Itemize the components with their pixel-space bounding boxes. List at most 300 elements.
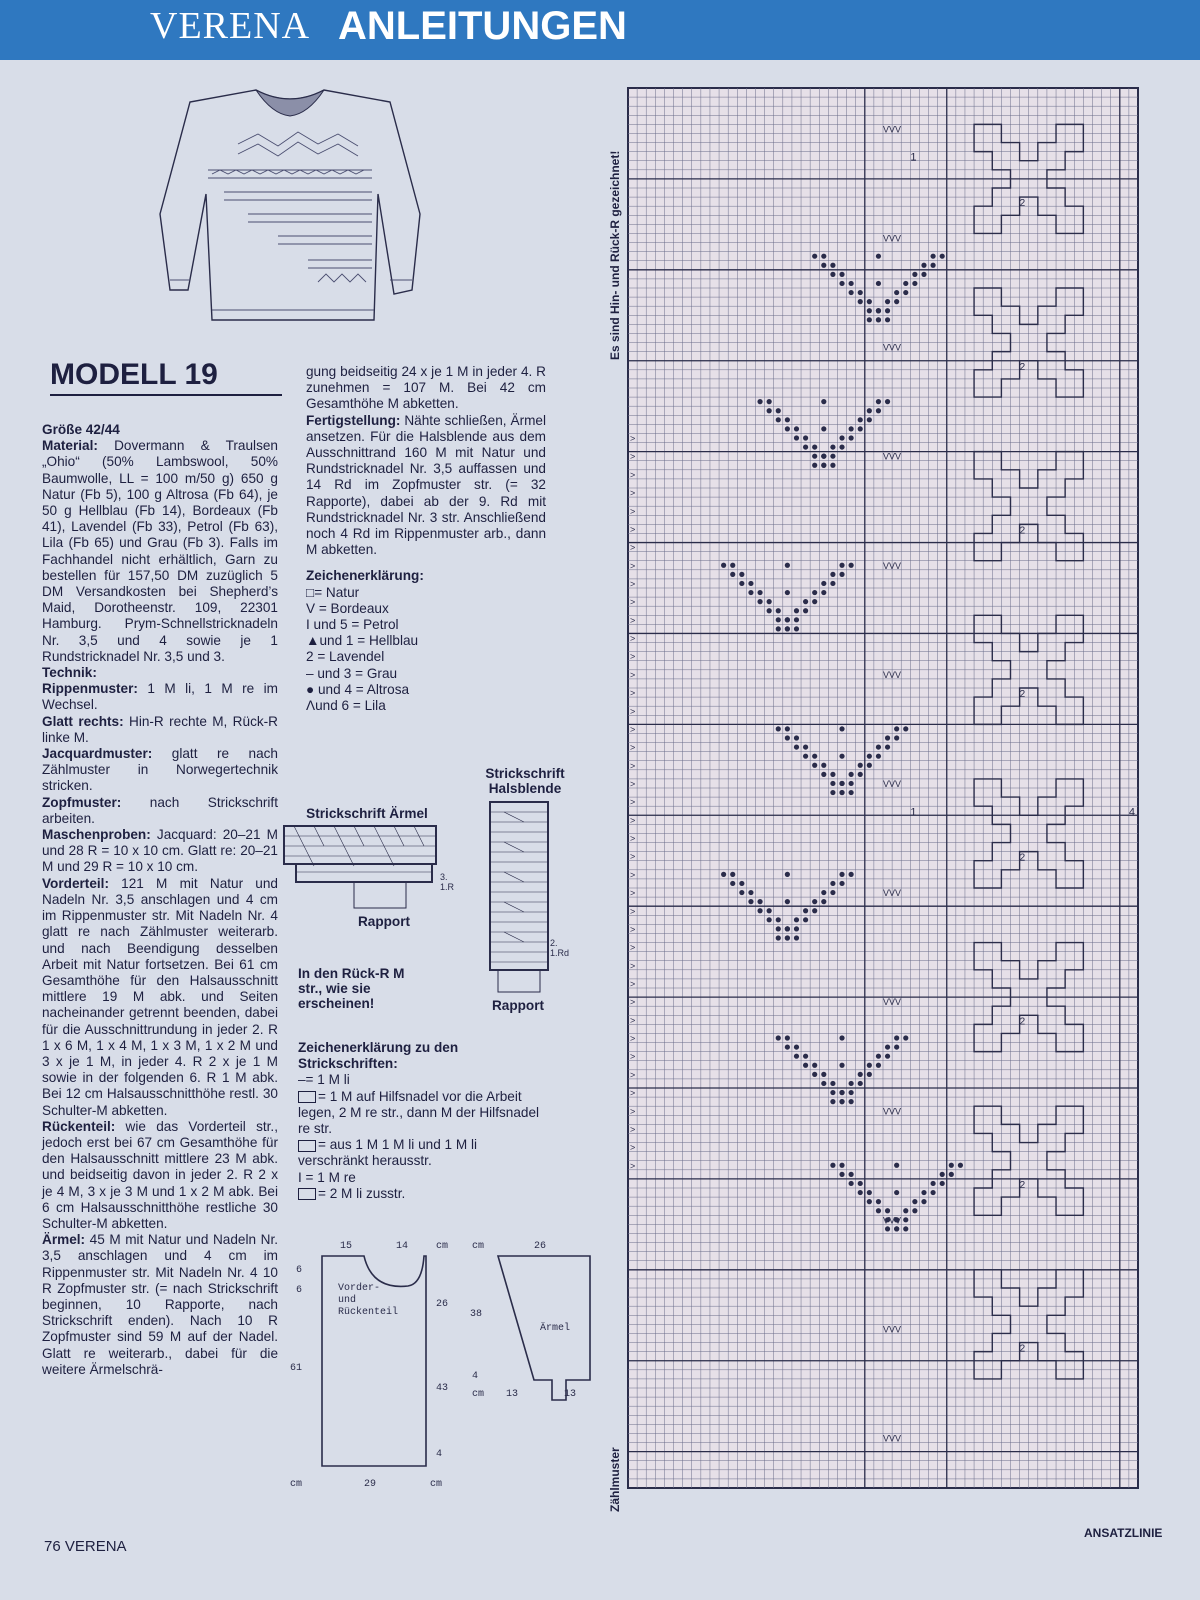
chart-dot [876,408,881,413]
chart-dot [839,754,844,759]
color-legend [306,585,546,715]
instruction-paragraph: Zopfmuster: nach Strickschrift arbeiten. [42,794,278,826]
chart-dot [785,726,790,731]
svg-text:Rückenteil: Rückenteil [338,1307,399,1318]
svg-text:61: 61 [290,1363,303,1374]
chart-stitch-mark: > [630,1142,636,1153]
chart-dot [812,763,817,768]
chart-dot [821,254,826,259]
chart-dot [721,563,726,568]
chart-dot [830,772,835,777]
chart-dot [830,463,835,468]
chart-dot [776,617,781,622]
legend-item: ● und 4 = Altrosa [306,681,410,697]
svg-text:cm: cm [290,1479,303,1490]
chart-dot [867,408,872,413]
chart-dot [858,1081,863,1086]
chart-dot [821,463,826,468]
chart-dot [830,1163,835,1168]
schematic-body-label: Vorder- [338,1283,381,1294]
chart-dot [812,1063,817,1068]
chart-dot [839,444,844,449]
chart-v-mark: VVV [883,779,902,789]
chart-dot [767,408,772,413]
chart-dot [839,1090,844,1095]
chart-dot [885,1054,890,1059]
chart-dot [739,581,744,586]
chart-dot [830,454,835,459]
chart-dot [849,1181,854,1186]
chart-stitch-mark: > [630,597,636,608]
chart-dot [830,444,835,449]
sleeve-row-3: 3. [440,872,448,882]
chart-dot [776,917,781,922]
chart-dot [876,1199,881,1204]
chart-dot [730,881,735,886]
chart-dot [730,572,735,577]
symbol-item: = 2 M li zusstr. [298,1186,548,1202]
symbol-legend-title: Zeichenerklärung zu den Strickschriften: [298,1040,459,1072]
chart-v-mark: VVV [883,669,902,680]
chart-dot [803,608,808,613]
chart-dot [757,590,762,595]
neck-rapport-label: Rapport [491,998,545,1013]
chart-dot [830,1081,835,1086]
svg-text:cm: cm [436,1241,449,1252]
chart-dot [812,444,817,449]
chart-dot [785,626,790,631]
chart-dot [767,917,772,922]
chart-dot [812,254,817,259]
chart-number-mark: 2 [1019,689,1026,701]
chart-stitch-mark: > [630,669,636,680]
neck-chart [484,798,584,998]
chart-dot [921,263,926,268]
chart-dot [821,1072,826,1077]
chart-dot [757,399,762,404]
neck-row-1: 1.Rd [550,948,570,958]
instruction-paragraph: Material: Dovermann & Traulsen „Ohio“ (50% Lambswool, 50% Baumwolle, LL = 100 m/50 g) 650 g Natur (Fb 5), 100 g Altrosa (Fb 64), je 50 g Hellblau (Fb 14), Bordeaux (Fb 41), Lavendel (Fb 33), Petrol (Fb 63), Lila (Fb 65) und Grau (Fb 3). Falls im Fachhandel nicht erhältlich, Garn zu bestellen für 157,50 DM zuzüglich 5 DM Versandkosten bei Shepherd’s Maid, Dorotheenstr. 109, 22301 Hamburg. Prym-Schnellstricknadeln Nr. 3,5 und 4 sowie je 1 Rundstricknadel Nr. 3,5 und 3. [42,438,278,664]
chart-dot [794,617,799,622]
garment-schematic [290,1230,610,1510]
chart-dot [812,590,817,595]
chart-dot [748,890,753,895]
chart-dot [767,908,772,913]
chart-dot [858,763,863,768]
chart-stitch-mark: > [630,760,636,771]
sweater-illustration [158,84,422,332]
chart-stitch-mark: > [630,615,636,626]
chart-dot [794,917,799,922]
chart-dot [876,399,881,404]
chart-dot [830,581,835,586]
chart-dot [839,281,844,286]
chart-dot [876,254,881,259]
back-row-note: In den Rück-R M str., wie sie erscheinen! [298,966,405,1011]
chart-dot [794,608,799,613]
chart-dot [839,1172,844,1177]
chart-dot [803,1063,808,1068]
chart-stitch-mark: > [630,1124,636,1135]
chart-dot [821,772,826,777]
chart-stitch-mark: > [630,815,636,826]
symbol-legend [298,1040,548,1202]
neck-chart-title: Strickschrift Halsblende [485,766,565,796]
chart-dot [830,890,835,895]
instruction-paragraph: Rippenmuster: 1 M li, 1 M re im Wechsel. [42,681,278,713]
chart-number-mark: 1 [910,151,917,164]
chart-stitch-mark: > [630,779,636,789]
chart-dot [903,726,908,731]
chart-dot [912,1199,917,1204]
sleeve-continuation: gung beidseitig 24 x je 1 M in jeder 4. R zunehmen = 107 M. Bei 42 cm Gesamthöhe M abketten. [306,364,546,412]
chart-dot [748,581,753,586]
chart-stitch-mark: > [630,1106,636,1117]
chart-dot [858,1190,863,1195]
chart-dot [776,408,781,413]
instruction-paragraph: Maschenproben: Jacquard: 20–21 M und 28 R = 10 x 10 cm. Glatt re: 20–21 M und 29 R = 10 x 10 cm. [42,827,278,875]
stitch-symbol-icon [298,1091,316,1103]
chart-dot [930,1181,935,1186]
chart-dot [757,899,762,904]
chart-dot [894,1226,899,1231]
chart-dot [821,426,826,431]
chart-v-mark: VVV [883,1215,902,1226]
chart-side-note: Es sind Hin- und Rück-R gezeichnet! [608,150,622,360]
chart-dot [767,599,772,604]
chart-dot [785,617,790,622]
symbol-item: –= 1 M li [298,1072,350,1088]
chart-v-mark: VVV [883,451,902,462]
chart-dot [940,1181,945,1186]
chart-dot [894,1035,899,1040]
chart-number-mark: 2 [1019,1343,1026,1355]
chart-number-mark: 1 [910,806,917,819]
chart-stitch-mark: > [630,851,636,862]
chart-dot [867,417,872,422]
chart-dot [794,626,799,631]
chart-dot [721,872,726,877]
chart-dot [839,272,844,277]
instruction-paragraph: Vorderteil: 121 M mit Natur und Nadeln Nr. 3,5 anschlagen und 4 cm im Rippenmuster str. Mit Nadeln Nr. 4 glatt re nach Zählmuster weiterarb. und nach Beendigung desselben Arbeit mit Natur fortsetzen. Bei 61 cm Gesamthöhe für den Halsausschnitt mittlere 19 M abk. und Seiten nacheinander getrennt beenden, dabei für die Ausschnittrundung in jeder 2. R 1 x 6 M, 1 x 4 M, 1 x 3 M, 1 x 2 M und 3 x je 1 M, in jeder 4. R 2 x je 1 M sowie in der folgenden 6. R 1 M abk. Bei 12 cm Halsausschnitthöhe restl. 30 Schulter-M abketten. [42,875,278,1118]
chart-stitch-mark: > [630,488,636,499]
chart-dot [739,890,744,895]
chart-stitch-mark: > [630,724,636,735]
chart-v-mark: VVV [883,1106,902,1117]
chart-dot [794,926,799,931]
chart-dot [885,308,890,313]
chart-dot [739,881,744,886]
sleeve-rapport-label: Rapport [357,914,411,929]
chart-dot [849,1099,854,1104]
chart-dot [867,754,872,759]
chart-stitch-mark: > [630,1033,636,1044]
chart-stitch-mark: > [630,997,636,1008]
svg-text:cm: cm [472,1389,485,1400]
chart-dot [949,1163,954,1168]
chart-dot [876,308,881,313]
cast-on-line-label: ANSATZLINIE [1084,1526,1163,1540]
chart-dot [785,426,790,431]
legend-item: I und 5 = Petrol [306,617,399,633]
chart-dot [748,899,753,904]
size-heading: Größe 42/44 [42,422,120,437]
chart-stitch-mark: > [630,633,636,644]
instruction-paragraph: Glatt rechts: Hin-R rechte M, Rück-R linke M. [42,713,279,745]
chart-v-mark: VVV [883,560,902,571]
svg-text:4: 4 [436,1449,443,1460]
symbol-item: = aus 1 M 1 M li und 1 M li verschränkt herausstr. [298,1137,478,1169]
chart-stitch-mark: > [630,960,636,971]
chart-dot [803,744,808,749]
chart-dot [849,1172,854,1177]
chart-dot [903,1226,908,1231]
chart-dot [867,1190,872,1195]
chart-v-mark: VVV [883,997,902,1008]
chart-stitch-mark: > [630,433,636,444]
chart-dot [830,781,835,786]
chart-dot [830,263,835,268]
chart-count-label: Zählmuster [608,1447,622,1512]
chart-dot [894,1190,899,1195]
chart-dot [876,1054,881,1059]
chart-dot [839,881,844,886]
chart-dot [794,1044,799,1049]
chart-stitch-mark: > [630,524,636,535]
chart-dot [785,735,790,740]
chart-dot [858,417,863,422]
schematic-sleeve-label: Ärmel [540,1323,571,1334]
chart-dot [849,772,854,777]
chart-dot [803,1054,808,1059]
chart-dot [885,744,890,749]
chart-dot [849,435,854,440]
chart-dot [958,1163,963,1168]
svg-text:cm: cm [430,1479,443,1490]
chart-dot [849,790,854,795]
chart-dot [830,572,835,577]
chart-dot [821,1081,826,1086]
chart-dot [794,426,799,431]
chart-stitch-mark: > [630,1015,636,1026]
chart-dot [903,290,908,295]
svg-text:43: 43 [436,1383,449,1394]
chart-dot [912,1208,917,1213]
chart-dot [821,763,826,768]
chart-stitch-mark: > [630,979,636,989]
chart-dot [894,290,899,295]
chart-dot [912,272,917,277]
chart-dot [930,254,935,259]
svg-text:13: 13 [564,1389,577,1400]
chart-dot [858,1072,863,1077]
instructions-column-2 [306,364,546,714]
instruction-paragraph: Rückenteil: wie das Vorderteil str., jedoch erst bei 67 cm Gesamthöhe für den Halsausschnitt mittlere 23 M abk. und beidseitig davon in jeder 2. R 2 x je 4 M, 3 x je 3 M und 1 x 2 M abk. Bei 6 cm Halsausschnitthöhe restliche 30 Schulter-M abketten. [42,1118,278,1231]
chart-dot [776,726,781,731]
chart-stitch-mark: > [630,833,636,844]
chart-dot [830,790,835,795]
instruction-paragraph: Technik: [42,665,97,681]
sleeve-chart-title: Strickschrift Ärmel [306,806,428,821]
legend-item: V = Bordeaux [306,600,389,616]
chart-stitch-mark: > [630,888,636,899]
chart-dot [794,744,799,749]
chart-dot [940,254,945,259]
sleeve-chart [284,822,455,914]
chart-dot [803,444,808,449]
neck-row-2: 2. [550,938,558,948]
chart-dot [849,281,854,286]
chart-dot [812,463,817,468]
chart-dot [867,763,872,768]
chart-stitch-mark: > [630,506,636,517]
chart-dot [867,1072,872,1077]
chart-dot [949,1172,954,1177]
chart-number-mark: 2 [1019,525,1026,537]
knitting-chart [628,88,1158,1514]
chart-dot [757,908,762,913]
chart-stitch-mark: > [630,451,636,462]
chart-dot [767,399,772,404]
chart-number-mark: 2 [1019,1016,1026,1028]
chart-dot [885,1226,890,1231]
chart-dot [903,281,908,286]
chart-dot [785,417,790,422]
chart-stitch-mark: > [630,1088,636,1099]
chart-dot [839,781,844,786]
chart-stitch-mark: > [630,1069,636,1080]
chart-v-mark: VVV [883,233,902,244]
chart-dot [730,872,735,877]
chart-v-mark: VVV [883,1324,902,1335]
chart-dot [885,735,890,740]
chart-dot [921,272,926,277]
brand-title: VERENA [150,5,311,47]
chart-dot [776,626,781,631]
chart-stitch-mark: > [630,560,636,571]
chart-number-mark: 4 [1128,806,1136,819]
chart-dot [785,563,790,568]
legend-item: ▲und 1 = Hellblau [306,633,419,649]
svg-text:6: 6 [296,1265,303,1276]
chart-dot [839,872,844,877]
finishing-paragraph: Fertigstellung: Nähte schließen, Ärmel ansetzen. Für die Halsblende aus dem Ausschnittrand 160 M mit Natur und Rundstricknadel Nr. 3,5 auffassen und 14 Rd im Zopfmuster str. (= 32 Rapporte), dabei ab der 9. Rd mit Rundstricknadel Nr. 3 str. Anschließend noch 4 Rd im Rippenmuster arb., dann M abketten. [306,412,546,558]
chart-dot [812,599,817,604]
chart-dot [830,1090,835,1095]
chart-dot [912,281,917,286]
svg-text:26: 26 [436,1299,449,1310]
svg-text:und: und [338,1295,357,1306]
chart-dot [767,608,772,613]
chart-dot [730,563,735,568]
symbol-item: = 1 M auf Hilfsnadel vor die Arbeit legen, 2 M re str., dann M der Hilfsnadel re str. [298,1088,540,1137]
chart-dot [867,1199,872,1204]
chart-dot [776,935,781,940]
chart-stitch-mark: > [630,651,636,662]
chart-dot [785,872,790,877]
chart-dot [867,299,872,304]
chart-dot [821,581,826,586]
chart-stitch-mark: > [630,1051,636,1062]
chart-dot [885,317,890,322]
page-number: 76 VERENA [44,1538,127,1555]
chart-dot [839,1163,844,1168]
chart-v-mark: VVV [883,124,902,135]
section-title: ANLEITUNGEN [338,4,627,48]
chart-dot [839,1063,844,1068]
chart-dot [894,299,899,304]
chart-dot [839,1035,844,1040]
chart-dot [785,926,790,931]
chart-stitch-mark: > [630,942,636,953]
chart-number-mark: 2 [1019,852,1026,864]
chart-dot [867,308,872,313]
legend-item: 2 = Lavendel [306,649,385,665]
chart-dot [930,263,935,268]
chart-dot [803,599,808,604]
chart-stitch-mark: > [630,906,636,917]
chart-dot [921,1199,926,1204]
chart-dot [876,281,881,286]
chart-dot [739,572,744,577]
symbol-list [298,1072,548,1202]
chart-number-mark: 2 [1019,361,1026,373]
chart-dot [894,735,899,740]
legend-item: □= Natur [306,584,360,600]
legend-item: – und 3 = Grau [306,665,398,681]
chart-stitch-mark: > [630,924,636,935]
chart-dot [894,1163,899,1168]
chart-dot [867,317,872,322]
svg-text:38: 38 [470,1309,483,1320]
page-header [0,0,1200,60]
chart-stitch-mark: > [630,797,636,808]
chart-dot [794,1054,799,1059]
chart-dot [812,754,817,759]
chart-dot [885,299,890,304]
sleeve-row-1: 1.R [440,882,455,892]
chart-dot [803,754,808,759]
chart-dot [849,563,854,568]
chart-dot [812,1072,817,1077]
chart-stitch-mark: > [630,579,636,589]
instructions-body [42,438,278,1378]
chart-dot [839,1099,844,1104]
chart-stitch-mark: > [630,742,636,753]
chart-dot [812,908,817,913]
chart-dot [776,417,781,422]
chart-dot [849,426,854,431]
chart-dot [803,435,808,440]
svg-text:6: 6 [296,1285,303,1296]
chart-dot [812,899,817,904]
chart-dot [839,726,844,731]
chart-dot [858,299,863,304]
stitch-symbol-icon [298,1188,316,1200]
chart-dot [785,899,790,904]
chart-dot [894,726,899,731]
svg-text:15: 15 [340,1241,353,1252]
chart-dot [849,872,854,877]
chart-v-mark: VVV [883,1433,902,1444]
chart-dot [776,1035,781,1040]
chart-dot [839,435,844,440]
chart-dot [903,1035,908,1040]
chart-dot [757,599,762,604]
chart-dot [803,908,808,913]
chart-dot [830,1099,835,1104]
chart-dot [776,926,781,931]
